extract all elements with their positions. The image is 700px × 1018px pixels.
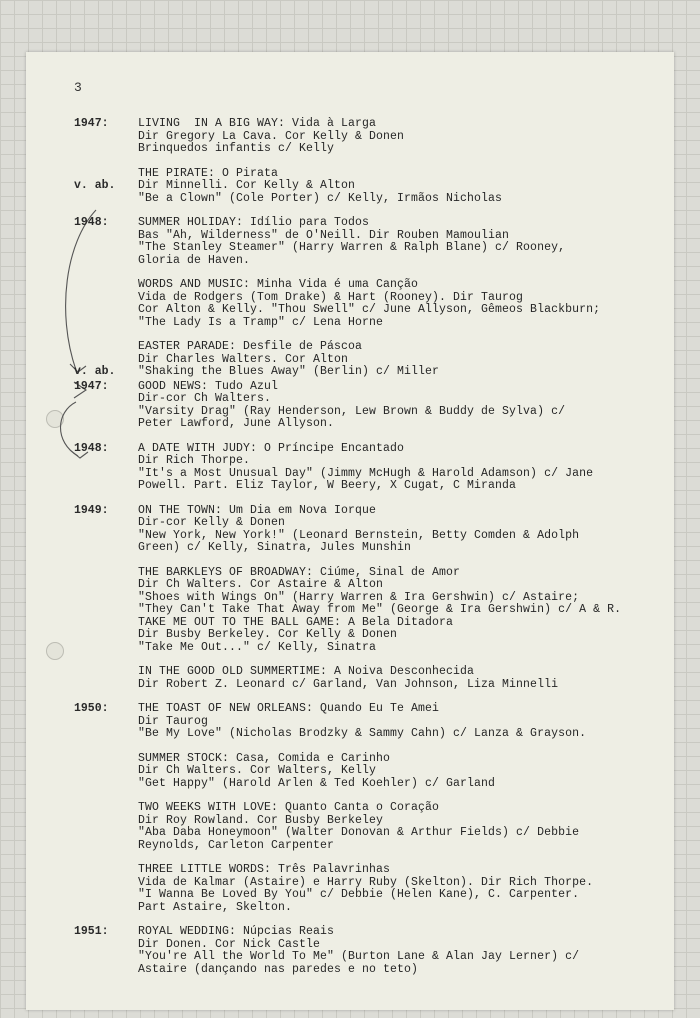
entry-a-date-with-judy <box>74 443 664 493</box>
entry-line: Dir Ch Walters. Cor Walters, Kelly <box>138 764 377 777</box>
entry-line: Powell. Part. Eliz Taylor, W Beery, X Cugat, C Miranda <box>138 479 517 492</box>
entry-line: TWO WEEKS WITH LOVE: Quanto Canta o Coração <box>138 801 440 814</box>
entry-line: Dir Donen. Cor Nick Castle <box>138 937 321 951</box>
entry-line: "Shoes with Wings On" (Harry Warren & Ira Gershwin) c/ Astaire; <box>138 590 580 604</box>
entry-line: "It's a Most Unusual Day" (Jimmy McHugh & Harold Adamson) c/ Jane <box>138 466 594 480</box>
entry-three-little-words <box>74 864 664 914</box>
entry-royal-wedding <box>74 926 664 976</box>
entry-line: THE PIRATE: O Pirata <box>138 166 279 180</box>
entry-line: Dir Busby Berkeley. Cor Kelly & Donen <box>138 628 398 641</box>
entry-line: IN THE GOOD OLD SUMMERTIME: A Noiva Desconhecida <box>138 665 475 678</box>
entry-summer-holiday <box>74 217 664 267</box>
entry-year <box>74 341 138 379</box>
entry-toast-of-new-orleans <box>74 703 664 741</box>
page-number: 3 <box>74 80 82 95</box>
entry-line: Dir Charles Walters. Cor Alton <box>138 352 349 366</box>
punch-hole-bottom <box>46 642 64 660</box>
entry-line: "I Wanna Be Loved By You" c/ Debbie (Helen Kane), C. Carpenter. <box>138 888 580 901</box>
entry-line: SUMMER HOLIDAY: Idílio para Todos <box>138 216 370 229</box>
entry-line: Astaire (dançando nas paredes e no teto) <box>138 962 419 976</box>
entry-line: Green) c/ Kelly, Sinatra, Jules Munshin <box>138 541 412 554</box>
entry-line: "The Stanley Steamer" (Harry Warren & Ralph Blane) c/ Rooney, <box>138 241 566 254</box>
entry-year: 1949: <box>74 503 109 517</box>
entry-line: Dir Robert Z. Leonard c/ Garland, Van Johnson, Liza Minnelli <box>138 677 559 691</box>
entry-line: TAKE ME OUT TO THE BALL GAME: A Bela Ditadora <box>138 615 454 629</box>
entry-line: EASTER PARADE: Desfile de Páscoa <box>138 340 363 353</box>
entry-line: Part Astaire, Skelton. <box>138 900 293 914</box>
entry-good-news <box>74 381 664 431</box>
entry-line: Dir Rich Thorpe. <box>138 454 251 467</box>
entry-line: "They Can't Take That Away from Me" (George & Ira Gershwin) c/ A & R. <box>138 603 622 616</box>
entry-line: Bas "Ah, Wilderness" de O'Neill. Dir Rouben Mamoulian <box>138 228 510 242</box>
entry-line: "New York, New York!" (Leonard Bernstein, Betty Comden & Adolph <box>138 528 580 542</box>
entry-year: 1947: <box>74 379 109 393</box>
entry-line: Dir-cor Ch Walters. <box>138 392 272 405</box>
entry-summer-stock <box>74 753 664 791</box>
entry-line: Dir Gregory La Cava. Cor Kelly & Donen <box>138 129 405 143</box>
entry-year: 1951: <box>74 925 109 938</box>
entry-living-in-a-big-way <box>74 118 664 156</box>
entry-line: Vida de Rodgers (Tom Drake) & Hart (Rooney). Dir Taurog <box>138 290 524 304</box>
margin-note: v. ab. <box>74 179 116 192</box>
entry-year: 1950: <box>74 702 109 715</box>
entry-line: Vida de Kalmar (Astaire) e Harry Ruby (Skelton). Dir Rich Thorpe. <box>138 875 594 889</box>
entry-line: Dir Roy Rowland. Cor Busby Berkeley <box>138 813 384 827</box>
entry-line: Dir-cor Kelly & Donen <box>138 516 286 529</box>
entry-line: THREE LITTLE WORDS: Três Palavrinhas <box>138 863 391 876</box>
entry-line: "Be a Clown" (Cole Porter) c/ Kelly, Irmãos Nicholas <box>138 191 503 205</box>
entry-barkleys-of-broadway <box>74 567 664 655</box>
entry-line: Dir Taurog <box>138 714 209 728</box>
entry-line: "Take Me Out..." c/ Kelly, Sinatra <box>138 640 377 654</box>
entry-line: A DATE WITH JUDY: O Príncipe Encantado <box>138 441 405 455</box>
margin-note: v. ab. <box>74 365 116 378</box>
entry-line: "Be My Love" (Nicholas Brodzky & Sammy Cahn) c/ Lanza & Grayson. <box>138 727 587 740</box>
entry-line: GOOD NEWS: Tudo Azul <box>138 379 279 393</box>
entry-line: LIVING IN A BIG WAY: Vida à Larga <box>138 117 377 130</box>
entry-line: Brinquedos infantis c/ Kelly <box>138 142 335 155</box>
entry-line: Peter Lawford, June Allyson. <box>138 417 335 430</box>
entry-line: ON THE TOWN: Um Dia em Nova Iorque <box>138 503 377 517</box>
entry-line: SUMMER STOCK: Casa, Comida e Carinho <box>138 751 391 765</box>
entry-words-and-music <box>74 279 664 329</box>
entry-year <box>74 168 138 193</box>
entry-year: 1948: <box>74 216 109 229</box>
entry-line: "Aba Daba Honeymoon" (Walter Donovan & Arthur Fields) c/ Debbie <box>138 826 580 839</box>
entry-line: "The Lady Is a Tramp" c/ Lena Horne <box>138 315 384 329</box>
entry-line: WORDS AND MUSIC: Minha Vida é uma Canção <box>138 278 419 291</box>
entry-year: 1947: <box>74 117 109 130</box>
entry-line: Cor Alton & Kelly. "Thou Swell" c/ June Allyson, Gêmeos Blackburn; <box>138 303 601 316</box>
entry-line: "Get Happy" (Harold Arlen & Ted Koehler) c/ Garland <box>138 776 496 790</box>
entry-the-pirate <box>74 168 664 206</box>
entry-line: "Varsity Drag" (Ray Henderson, Lew Brown & Buddy de Sylva) c/ <box>138 404 566 418</box>
entry-year: 1948: <box>74 441 109 455</box>
entry-line: ROYAL WEDDING: Núpcias Reais <box>138 925 335 938</box>
entry-on-the-town <box>74 505 664 555</box>
entry-easter-parade <box>74 341 664 379</box>
entry-line: Reynolds, Carleton Carpenter <box>138 838 335 852</box>
typed-page <box>26 52 674 1010</box>
entry-line: THE TOAST OF NEW ORLEANS: Quando Eu Te Amei <box>138 702 440 715</box>
entry-line: "Shaking the Blues Away" (Berlin) c/ Miller <box>138 365 440 378</box>
entry-in-the-good-old-summertime <box>74 666 664 691</box>
entry-line: Gloria de Haven. <box>138 253 251 267</box>
filmography-list <box>74 118 664 1000</box>
entry-two-weeks-with-love <box>74 802 664 852</box>
entry-line: Dir Minnelli. Cor Kelly & Alton <box>138 179 356 192</box>
entry-line: "You're All the World To Me" (Burton Lane & Alan Jay Lerner) c/ <box>138 950 580 963</box>
entry-line: Dir Ch Walters. Cor Astaire & Alton <box>138 578 384 591</box>
entry-line: THE BARKLEYS OF BROADWAY: Ciúme, Sinal de Amor <box>138 565 461 579</box>
